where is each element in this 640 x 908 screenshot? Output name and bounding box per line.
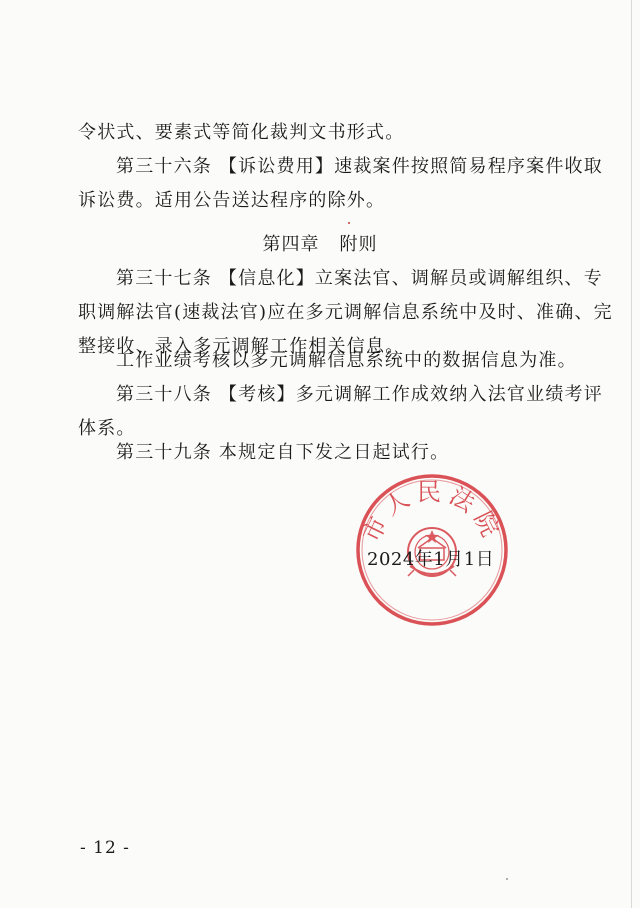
text-line: 第三十九条 本规定自下发之日起试行。: [116, 442, 450, 463]
article-39: [78, 436, 560, 470]
paragraph-performance: [78, 344, 577, 378]
text-line: 第三十七条 【信息化】立案法官、调解员或调解组织、专: [116, 268, 603, 289]
page-edge-line: [631, 0, 632, 908]
article-36: [78, 150, 603, 218]
chapter-title: 附则: [339, 234, 378, 255]
text-line: 体系。: [78, 418, 136, 439]
text-line: 职调解法官(速裁法官)应在多元调解信息系统中及时、准确、完: [78, 302, 613, 323]
paragraph-continuation: [78, 116, 560, 150]
text-line: 第三十八条 【考核】多元调解工作成效纳入法官业绩考评: [116, 384, 603, 405]
scan-speck: [506, 878, 508, 880]
text-line: 工作业绩考核以多元调解信息系统中的数据信息为准。: [116, 350, 577, 371]
text-line: 令状式、要素式等简化裁判文书形式。: [78, 122, 405, 143]
text-line: 诉讼费。适用公告送达程序的除外。: [78, 190, 386, 211]
chapter-heading: [0, 228, 640, 262]
seal-text: 市人民法院: [357, 478, 507, 547]
chapter-number: 第四章: [262, 234, 320, 255]
scan-speck: [348, 222, 350, 224]
page-number: - 12 -: [80, 838, 130, 858]
text-line: 整接收、录入多元调解工作相关信息。: [78, 336, 405, 357]
issue-date: 2024年1月1日: [367, 549, 495, 570]
text-line: 第三十六条 【诉讼费用】速裁案件按照简易程序案件收取: [116, 156, 603, 177]
